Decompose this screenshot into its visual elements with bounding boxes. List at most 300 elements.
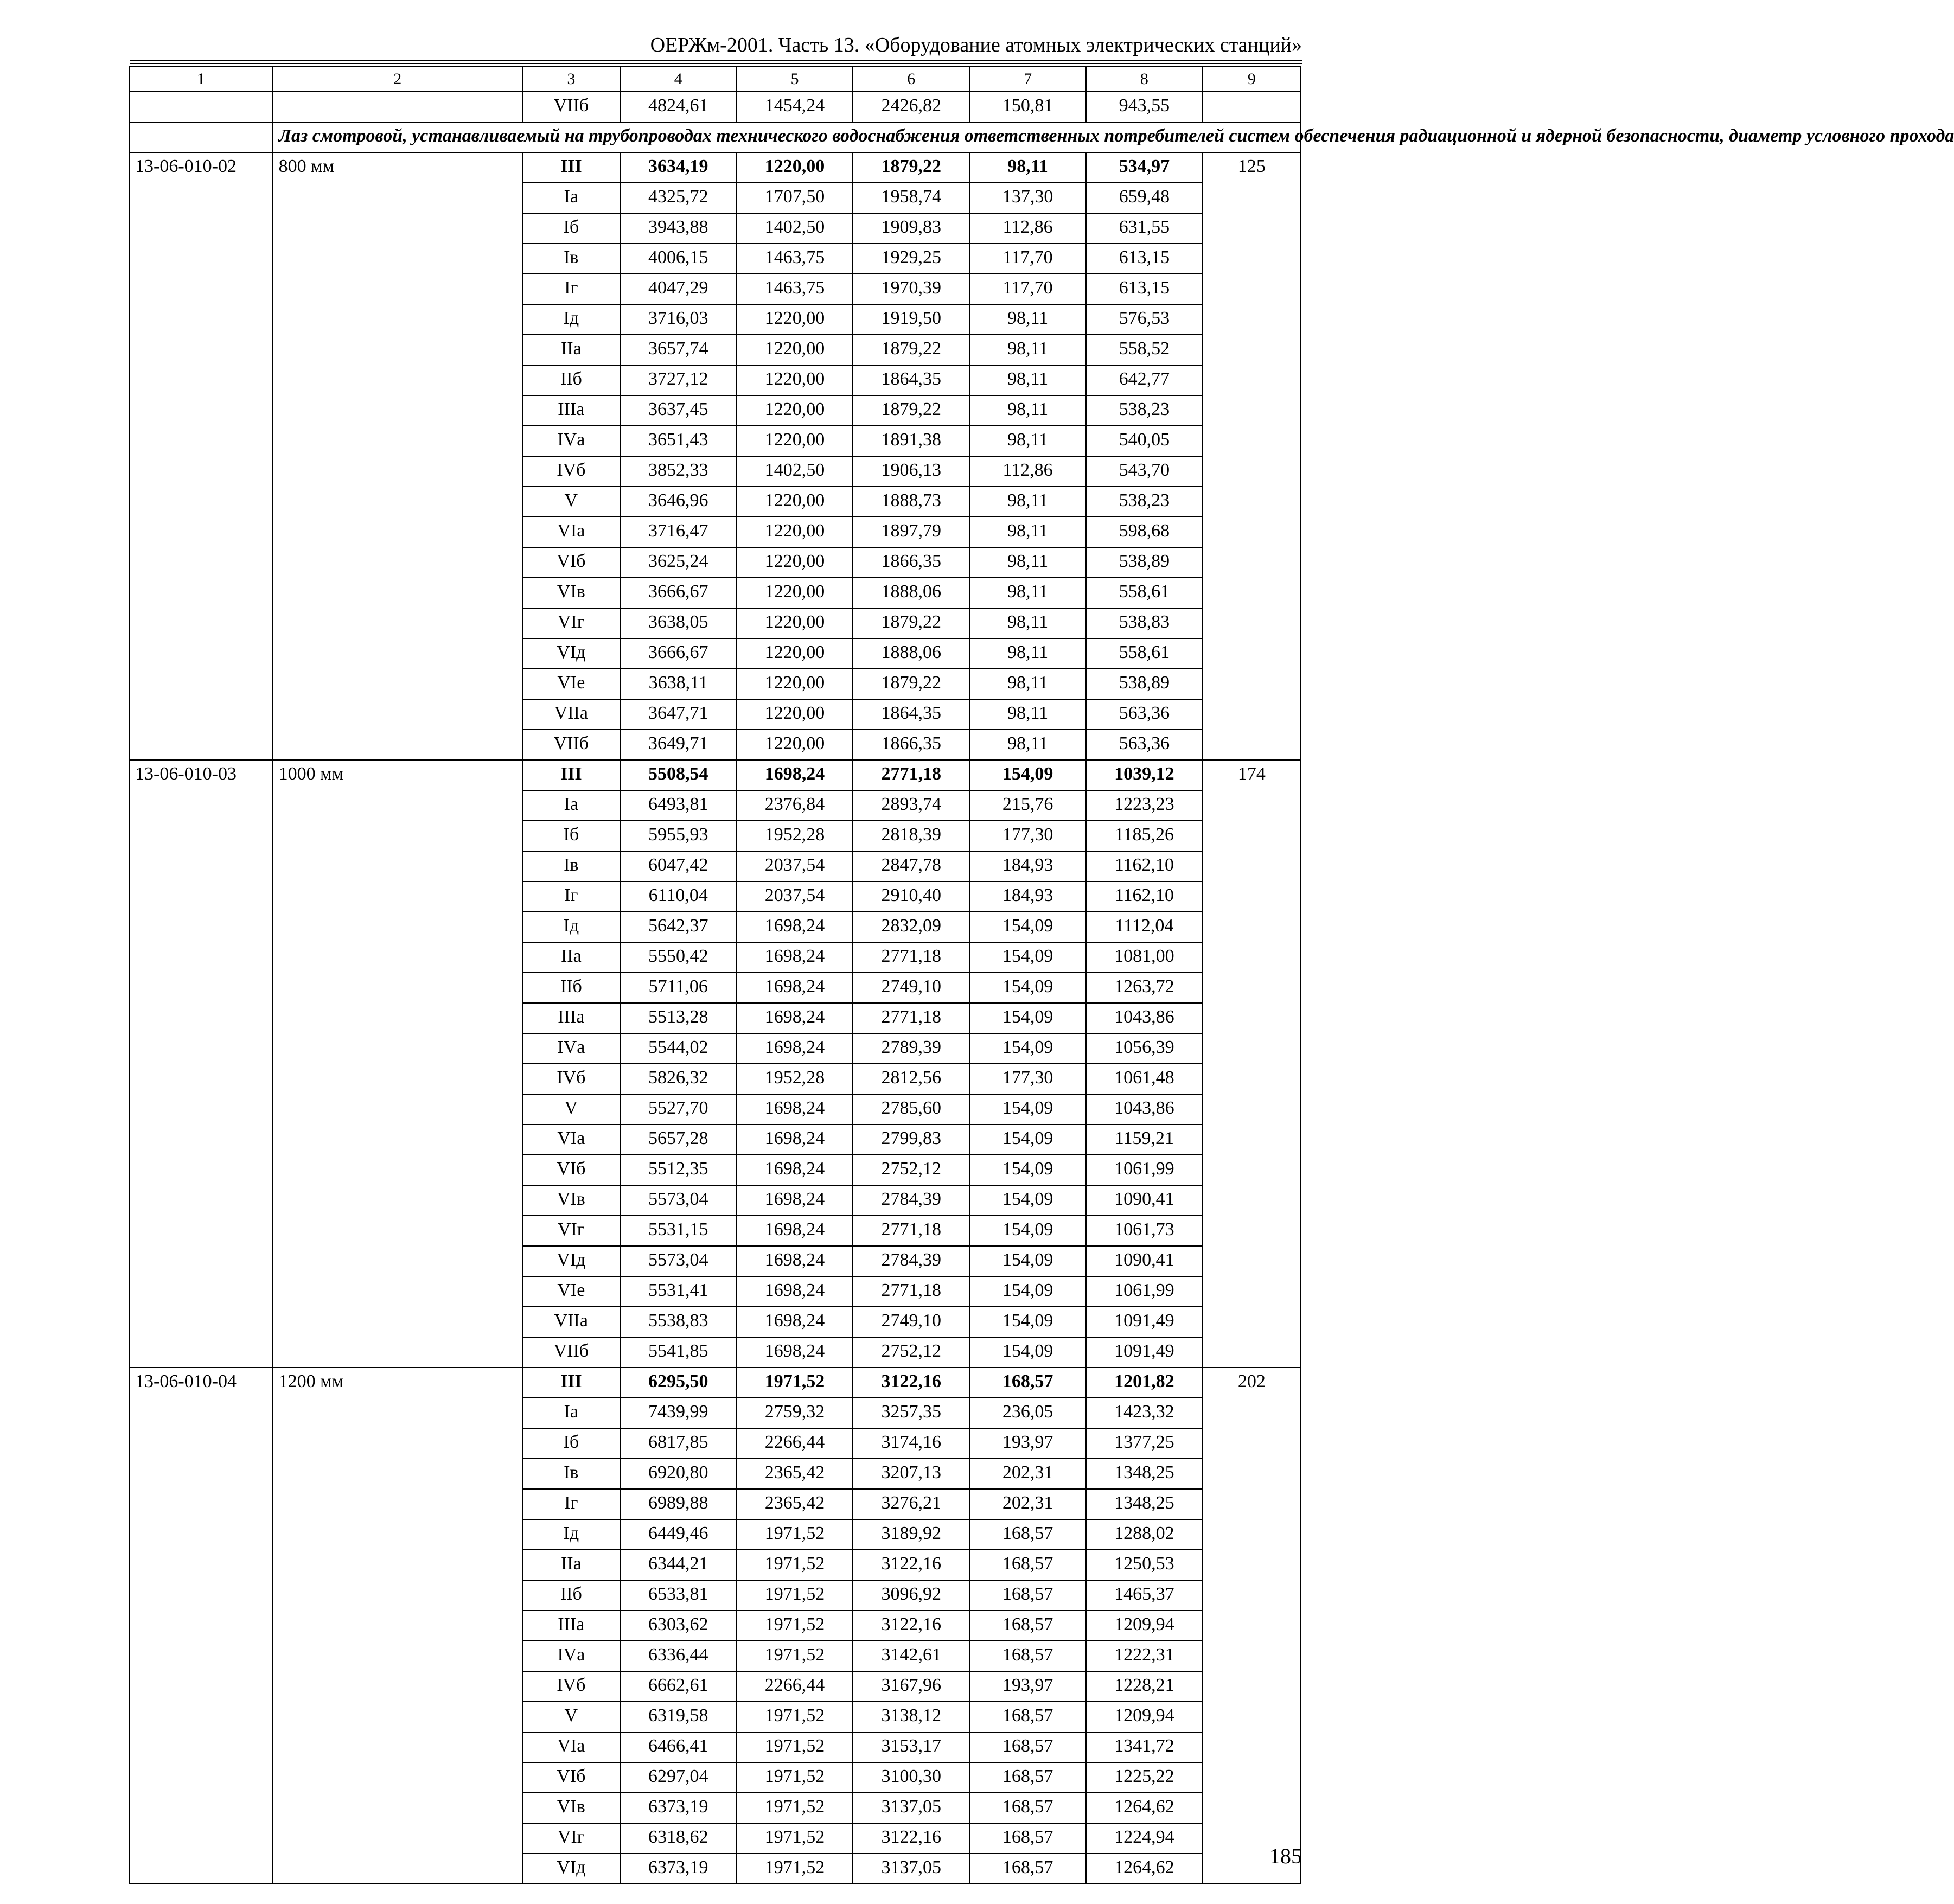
table-row (129, 881, 1301, 912)
value-cell: 3138,12 (853, 1702, 969, 1732)
value-cell: 659,48 (1086, 183, 1203, 213)
table-row (129, 790, 1301, 821)
table-row (129, 1398, 1301, 1428)
column-number: 5 (737, 67, 853, 92)
value-cell: 5711,06 (620, 973, 737, 1003)
result-cell (1203, 669, 1301, 699)
zone-cell: III (522, 152, 620, 183)
value-cell: 3651,43 (620, 426, 737, 456)
zone-cell: Iа (522, 790, 620, 821)
size-cell (273, 1793, 522, 1823)
value-cell: 5538,83 (620, 1307, 737, 1337)
size-cell (273, 395, 522, 426)
value-cell: 1223,23 (1086, 790, 1203, 821)
size-cell (273, 578, 522, 608)
value-cell: 538,83 (1086, 608, 1203, 638)
value-cell: 4325,72 (620, 183, 737, 213)
zone-cell: V (522, 487, 620, 517)
value-cell: 154,09 (969, 973, 1086, 1003)
value-cell: 613,15 (1086, 244, 1203, 274)
value-cell: 558,61 (1086, 638, 1203, 669)
value-cell: 1061,48 (1086, 1064, 1203, 1094)
table-row (129, 699, 1301, 730)
value-cell: 168,57 (969, 1550, 1086, 1580)
value-cell: 1209,94 (1086, 1702, 1203, 1732)
value-cell: 1225,22 (1086, 1762, 1203, 1793)
section-title: Лаз смотровой, устанавливаемый на трубопроводах технического водоснабжения ответственных потребителей систем обеспечения радиационной и ядерной безопасности, диаметр условного прохода (273, 122, 1301, 152)
result-cell (1203, 1519, 1301, 1550)
table-row (129, 851, 1301, 881)
result-cell (1203, 942, 1301, 973)
zone-cell: VIе (522, 669, 620, 699)
value-cell: 2771,18 (853, 942, 969, 973)
code-cell (129, 821, 273, 851)
value-cell: 3727,12 (620, 365, 737, 395)
value-cell: 1971,52 (737, 1519, 853, 1550)
value-cell: 202,31 (969, 1489, 1086, 1519)
result-cell: 125 (1203, 152, 1301, 183)
value-cell: 117,70 (969, 274, 1086, 304)
value-cell: 3257,35 (853, 1398, 969, 1428)
value-cell: 117,70 (969, 244, 1086, 274)
code-cell (129, 1489, 273, 1519)
code-cell (129, 1519, 273, 1550)
size-cell (273, 1489, 522, 1519)
code-cell (129, 92, 273, 122)
table-body (129, 67, 1954, 1884)
code-cell (129, 1550, 273, 1580)
zone-cell: Iв (522, 1459, 620, 1489)
table-row (129, 1216, 1301, 1246)
value-cell: 1220,00 (737, 152, 853, 183)
size-cell (273, 517, 522, 547)
zone-cell: III (522, 760, 620, 790)
value-cell: 6344,21 (620, 1550, 737, 1580)
result-cell (1203, 1216, 1301, 1246)
value-cell: 1971,52 (737, 1793, 853, 1823)
code-cell (129, 881, 273, 912)
value-cell: 1952,28 (737, 821, 853, 851)
value-cell: 168,57 (969, 1519, 1086, 1550)
table-row (129, 821, 1301, 851)
value-cell: 1698,24 (737, 912, 853, 942)
value-cell: 168,57 (969, 1793, 1086, 1823)
table-row (129, 1459, 1301, 1489)
table-row (129, 1307, 1301, 1337)
zone-cell: IVб (522, 456, 620, 487)
value-cell: 6295,50 (620, 1368, 737, 1398)
code-cell (129, 1611, 273, 1641)
value-cell: 2759,32 (737, 1398, 853, 1428)
value-cell: 2749,10 (853, 1307, 969, 1337)
size-cell (273, 1611, 522, 1641)
header-rule (130, 60, 1302, 64)
table-row (129, 335, 1301, 365)
value-cell: 112,86 (969, 213, 1086, 244)
value-cell: 3716,03 (620, 304, 737, 335)
value-cell: 168,57 (969, 1854, 1086, 1884)
value-cell: 1906,13 (853, 456, 969, 487)
size-cell (273, 1398, 522, 1428)
value-cell: 1919,50 (853, 304, 969, 335)
value-cell: 1348,25 (1086, 1489, 1203, 1519)
result-cell (1203, 487, 1301, 517)
size-cell (273, 1732, 522, 1762)
size-cell (273, 213, 522, 244)
table-row (129, 1276, 1301, 1307)
value-cell: 1220,00 (737, 638, 853, 669)
table-row (129, 578, 1301, 608)
value-cell: 98,11 (969, 699, 1086, 730)
size-cell (273, 669, 522, 699)
table-row (129, 1337, 1301, 1368)
size-cell (273, 638, 522, 669)
zone-cell: VIб (522, 1155, 620, 1185)
value-cell: 3189,92 (853, 1519, 969, 1550)
code-cell (129, 1337, 273, 1368)
zone-cell: IIIа (522, 1611, 620, 1641)
value-cell: 1220,00 (737, 669, 853, 699)
table-row (129, 1762, 1301, 1793)
result-cell: 174 (1203, 760, 1301, 790)
result-cell (1203, 1702, 1301, 1732)
table-row (129, 1854, 1301, 1884)
value-cell: 154,09 (969, 760, 1086, 790)
value-cell: 3207,13 (853, 1459, 969, 1489)
value-cell: 642,77 (1086, 365, 1203, 395)
size-cell (273, 335, 522, 365)
value-cell: 3122,16 (853, 1611, 969, 1641)
value-cell: 1698,24 (737, 760, 853, 790)
result-cell (1203, 1762, 1301, 1793)
value-cell: 6817,85 (620, 1428, 737, 1459)
value-cell: 3137,05 (853, 1854, 969, 1884)
value-cell: 6449,46 (620, 1519, 737, 1550)
value-cell: 3646,96 (620, 487, 737, 517)
result-cell (1203, 1641, 1301, 1671)
value-cell: 2799,83 (853, 1124, 969, 1155)
size-cell (273, 730, 522, 760)
value-cell: 534,97 (1086, 152, 1203, 183)
result-cell (1203, 699, 1301, 730)
size-cell (273, 1033, 522, 1064)
table-row (129, 1823, 1301, 1854)
value-cell: 1222,31 (1086, 1641, 1203, 1671)
table-row (129, 1641, 1301, 1671)
value-cell: 613,15 (1086, 274, 1203, 304)
code-cell: 13-06-010-04 (129, 1368, 273, 1398)
value-cell: 98,11 (969, 669, 1086, 699)
code-cell (129, 790, 273, 821)
value-cell: 1698,24 (737, 1003, 853, 1033)
code-cell (129, 1398, 273, 1428)
value-cell: 1698,24 (737, 1337, 853, 1368)
value-cell: 5512,35 (620, 1155, 737, 1185)
size-cell (273, 1337, 522, 1368)
result-cell (1203, 1033, 1301, 1064)
result-cell (1203, 1580, 1301, 1611)
value-cell: 1888,06 (853, 578, 969, 608)
code-cell (129, 1033, 273, 1064)
code-cell (129, 578, 273, 608)
value-cell: 168,57 (969, 1823, 1086, 1854)
code-cell (129, 942, 273, 973)
value-cell: 6110,04 (620, 881, 737, 912)
value-cell: 1864,35 (853, 365, 969, 395)
value-cell: 2365,42 (737, 1459, 853, 1489)
value-cell: 1971,52 (737, 1550, 853, 1580)
value-cell: 7439,99 (620, 1398, 737, 1428)
code-cell (129, 304, 273, 335)
code-cell: 13-06-010-03 (129, 760, 273, 790)
zone-cell: Iб (522, 1428, 620, 1459)
value-cell: 154,09 (969, 912, 1086, 942)
result-cell (1203, 1732, 1301, 1762)
value-cell: 1061,73 (1086, 1216, 1203, 1246)
table-row (129, 1003, 1301, 1033)
value-cell: 2266,44 (737, 1428, 853, 1459)
result-cell (1203, 1489, 1301, 1519)
zone-cell: VIIб (522, 92, 620, 122)
value-cell: 1897,79 (853, 517, 969, 547)
value-cell: 1971,52 (737, 1702, 853, 1732)
page-number: 185 (1269, 1844, 1302, 1868)
code-cell (129, 335, 273, 365)
value-cell: 154,09 (969, 1307, 1086, 1337)
table-row (129, 1428, 1301, 1459)
value-cell: 1061,99 (1086, 1276, 1203, 1307)
value-cell: 1209,94 (1086, 1611, 1203, 1641)
table-row (129, 669, 1301, 699)
value-cell: 236,05 (969, 1398, 1086, 1428)
result-cell (1203, 183, 1301, 213)
table-row (129, 395, 1301, 426)
size-cell (273, 1519, 522, 1550)
zone-cell: IIб (522, 1580, 620, 1611)
code-cell (129, 1428, 273, 1459)
value-cell: 1958,74 (853, 183, 969, 213)
value-cell: 4824,61 (620, 92, 737, 122)
size-cell (273, 1185, 522, 1216)
value-cell: 6920,80 (620, 1459, 737, 1489)
table-row (129, 365, 1301, 395)
value-cell: 98,11 (969, 487, 1086, 517)
code-cell (129, 1064, 273, 1094)
size-cell (273, 304, 522, 335)
table-row (129, 1702, 1301, 1732)
zone-cell: IVа (522, 1641, 620, 1671)
value-cell: 1698,24 (737, 1033, 853, 1064)
value-cell: 1879,22 (853, 335, 969, 365)
value-cell: 5657,28 (620, 1124, 737, 1155)
value-cell: 1423,32 (1086, 1398, 1203, 1428)
result-cell (1203, 608, 1301, 638)
value-cell: 154,09 (969, 1124, 1086, 1155)
value-cell: 1348,25 (1086, 1459, 1203, 1489)
value-cell: 3096,92 (853, 1580, 969, 1611)
value-cell: 1971,52 (737, 1580, 853, 1611)
zone-cell: Iд (522, 1519, 620, 1550)
value-cell: 6493,81 (620, 790, 737, 821)
value-cell: 154,09 (969, 1033, 1086, 1064)
code-cell (129, 1216, 273, 1246)
code-cell (129, 213, 273, 244)
value-cell: 3666,67 (620, 638, 737, 669)
value-cell: 5541,85 (620, 1337, 737, 1368)
size-cell (273, 244, 522, 274)
value-cell: 5573,04 (620, 1185, 737, 1216)
carryover-row (129, 92, 1301, 122)
size-cell (273, 92, 522, 122)
value-cell: 538,23 (1086, 487, 1203, 517)
table-row (129, 973, 1301, 1003)
value-cell: 1159,21 (1086, 1124, 1203, 1155)
value-cell: 1220,00 (737, 730, 853, 760)
code-cell (129, 517, 273, 547)
zone-cell: VIIа (522, 699, 620, 730)
size-cell (273, 1216, 522, 1246)
value-cell: 98,11 (969, 547, 1086, 578)
code-cell (129, 395, 273, 426)
value-cell: 1465,37 (1086, 1580, 1203, 1611)
code-cell (129, 274, 273, 304)
value-cell: 5550,42 (620, 942, 737, 973)
value-cell: 154,09 (969, 1276, 1086, 1307)
value-cell: 3634,19 (620, 152, 737, 183)
value-cell: 154,09 (969, 942, 1086, 973)
value-cell: 137,30 (969, 183, 1086, 213)
value-cell: 177,30 (969, 1064, 1086, 1094)
value-cell: 98,11 (969, 304, 1086, 335)
code-cell (129, 1793, 273, 1823)
value-cell: 3100,30 (853, 1762, 969, 1793)
code-cell (129, 912, 273, 942)
value-cell: 3649,71 (620, 730, 737, 760)
code-cell (129, 1094, 273, 1124)
size-cell (273, 487, 522, 517)
result-cell (1203, 1428, 1301, 1459)
value-cell: 3153,17 (853, 1732, 969, 1762)
value-cell: 5531,41 (620, 1276, 737, 1307)
size-cell (273, 1307, 522, 1337)
zone-cell: IIа (522, 1550, 620, 1580)
table-row (129, 912, 1301, 942)
result-cell (1203, 1550, 1301, 1580)
table-row (129, 1550, 1301, 1580)
size-cell (273, 183, 522, 213)
table-row (129, 487, 1301, 517)
size-cell (273, 1124, 522, 1155)
code-cell (129, 1762, 273, 1793)
value-cell: 1698,24 (737, 1276, 853, 1307)
result-cell (1203, 1307, 1301, 1337)
size-cell (273, 547, 522, 578)
result-cell (1203, 790, 1301, 821)
code-cell (129, 547, 273, 578)
zone-cell: VIб (522, 547, 620, 578)
zone-cell: IVа (522, 1033, 620, 1064)
size-cell (273, 274, 522, 304)
code-cell (129, 244, 273, 274)
zone-cell: VIв (522, 578, 620, 608)
size-cell (273, 456, 522, 487)
size-cell (273, 699, 522, 730)
value-cell: 1220,00 (737, 517, 853, 547)
value-cell: 1091,49 (1086, 1307, 1203, 1337)
value-cell: 2784,39 (853, 1185, 969, 1216)
result-cell (1203, 335, 1301, 365)
value-cell: 538,89 (1086, 547, 1203, 578)
table-row (129, 547, 1301, 578)
zone-cell: VIг (522, 1216, 620, 1246)
value-cell: 3167,96 (853, 1671, 969, 1702)
value-cell: 5513,28 (620, 1003, 737, 1033)
value-cell: 2784,39 (853, 1246, 969, 1276)
value-cell: 543,70 (1086, 456, 1203, 487)
value-cell: 5508,54 (620, 760, 737, 790)
zone-cell: Iв (522, 244, 620, 274)
value-cell: 576,53 (1086, 304, 1203, 335)
code-cell (129, 1671, 273, 1702)
value-cell: 98,11 (969, 638, 1086, 669)
value-cell: 5826,32 (620, 1064, 737, 1094)
value-cell: 1879,22 (853, 608, 969, 638)
value-cell: 98,11 (969, 426, 1086, 456)
value-cell: 2910,40 (853, 881, 969, 912)
code-cell (129, 456, 273, 487)
size-cell (273, 1428, 522, 1459)
value-cell: 2771,18 (853, 760, 969, 790)
value-cell: 1162,10 (1086, 851, 1203, 881)
value-cell: 3647,71 (620, 699, 737, 730)
value-cell: 193,97 (969, 1671, 1086, 1702)
value-cell: 98,11 (969, 517, 1086, 547)
value-cell: 1162,10 (1086, 881, 1203, 912)
result-cell (1203, 730, 1301, 760)
value-cell: 1879,22 (853, 395, 969, 426)
size-cell: 800 мм (273, 152, 522, 183)
value-cell: 98,11 (969, 578, 1086, 608)
page-header: ОЕРЖм-2001. Часть 13. «Оборудование атомных электрических станций» (650, 34, 1302, 56)
code-cell (129, 1854, 273, 1884)
value-cell: 1091,49 (1086, 1337, 1203, 1368)
table-row (129, 1368, 1301, 1398)
value-cell: 1288,02 (1086, 1519, 1203, 1550)
result-cell (1203, 1793, 1301, 1823)
value-cell: 184,93 (969, 881, 1086, 912)
code-cell (129, 638, 273, 669)
result-cell (1203, 881, 1301, 912)
value-cell: 2376,84 (737, 790, 853, 821)
value-cell: 2847,78 (853, 851, 969, 881)
value-cell: 1970,39 (853, 274, 969, 304)
table-row (129, 1580, 1301, 1611)
result-cell (1203, 1671, 1301, 1702)
value-cell: 150,81 (969, 92, 1086, 122)
result-cell (1203, 851, 1301, 881)
size-cell (273, 1762, 522, 1793)
value-cell: 1220,00 (737, 304, 853, 335)
zone-cell: Iа (522, 1398, 620, 1428)
table-row (129, 152, 1301, 183)
table-row (129, 244, 1301, 274)
zone-cell: VIе (522, 1276, 620, 1307)
table-row (129, 183, 1301, 213)
value-cell: 3174,16 (853, 1428, 969, 1459)
size-cell (273, 942, 522, 973)
value-cell: 6989,88 (620, 1489, 737, 1519)
value-cell: 6047,42 (620, 851, 737, 881)
